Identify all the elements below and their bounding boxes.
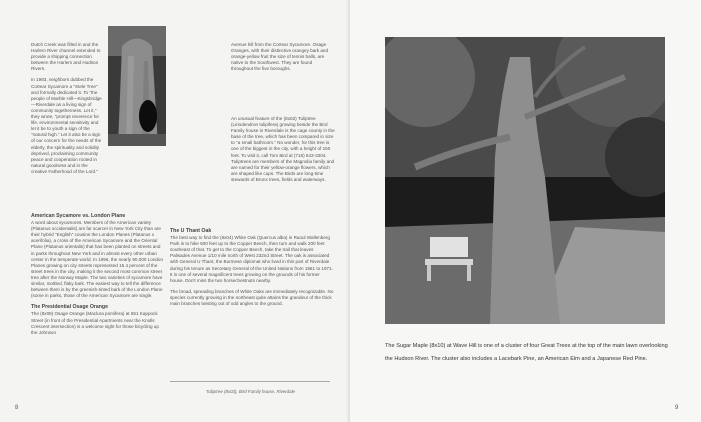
left-column-1 <box>31 42 103 180</box>
tuliptree-caption: Tuliptree (8x03), Bird Family house, Riverdale <box>206 389 295 394</box>
white-oak-paragraph: The broad, spreading branches of White Oaks are immediately recognizable. No species currently growing in the northeast quite attains the grandeur of the thick main branches twisting out of odd angles to the ground. <box>170 288 334 307</box>
page-number-left: 8 <box>15 405 19 411</box>
tuliptree-image <box>108 26 166 146</box>
thant-paragraph: The best way to find the (8x04) White Oak (Quercus alba) in Raoul Wallenberg Park is to hike 500 feet up to the Copper Beech, then turn and walk 200 feet southeast of that. To get to the Copper Beech, take the trail that leaves Palisades Avenue 1/10 mile north of West 232nd Street. The oak is associated with General U Thant, the Burmese diplomat who lived in this part of Riverdale during his tenure as Secretary General of the United Nations from 1961 to 1971. It is one of several magnificent trees growing on the grounds of his former house. Don't miss the two horsechestnuts nearby. <box>170 235 333 283</box>
left-page <box>0 0 350 422</box>
thant-heading: The U Thant Oak <box>170 228 212 234</box>
tuliptree-paragraph-start <box>231 116 335 183</box>
left-column-2-unusual <box>231 116 335 188</box>
page-number-right: 9 <box>675 405 679 411</box>
caption-rule <box>170 381 330 382</box>
dutch-creek-paragraph: Dutch Creek was filled in and the Harlem River channel extended to provide a shipping connection between the Harlem and Hudson Rivers. <box>31 42 101 72</box>
left-column-2-lower <box>170 228 334 312</box>
tuliptree-paragraph: An unusual feature of the (8x03) Tuliptree (Liriodendron tulipifera) growing beside the Bird Family house in Riverdale is the cage county in the base of the tree, which has been compared in size to "a small bathroom." No wonder, for this tree is one of the biggest in the city, with a height of 150 feet. To visit it, call Tom Bird at (718) 543-3304. Tuliptrees are members of the Magnolia family and are named for their yellow-orange flowers, which are shaped like cups. The Birds are long-time stewards of Bronx trees, fields and waterways. <box>231 116 335 182</box>
sugar-maple-image <box>385 37 665 324</box>
sycamore-paragraph: A word about sycamores. Members of the American variety (Platanus occidentalis) are far scarcer in New York City than are their hybrid "English" cousins the London Planes (Platanus x acerifolia), a cross of the American Sycamore and the Oriental Plane (Platanus orientalis) that has been planted on streets and in parks throughout New York and in almost every other urban center in the temperate world. In 1996, the nearly 90,000 London Planes growing on city streets represented 15.4 percent of the street trees in the city, making it the second most common street tree after the Norway Maple. The two varieties of sycamore have similar, mottled, flaky bark. The easiest way to tell the difference between them is by the greenish-tinted bark of the London Plane (some in parks, those of the American Sycamore are single. <box>31 220 164 299</box>
sugar-maple-caption: The Sugar Maple (8x10) at Wave Hill is one of a cluster of four Great Trees at the top of the main lawn overlooking the Hudson River. The cluster also includes a Lacebark Pine, an American Elm and a Japanese Red Pine. <box>385 343 668 362</box>
left-column-1-lower <box>31 213 164 341</box>
osage-continuation: Avenue hill from the Cortear Sycamore. Osage Oranges, with their distinctive orangey bark and orange-yellow fruit the size of tennis balls, are native to the Southwest. They are found throughout the five boroughs. <box>231 42 329 72</box>
tuliptree-photo <box>108 26 166 146</box>
sycamore-heading: American Sycamore vs. London Plane <box>31 213 126 219</box>
para-1983: In 1983, neighbors dubbed the Cortear Sycamore a "Stele Tree" and formally dedicated it. To "the people of Marble Hill—Kingsbridge—Riverdale as a living sign of community togetherness. Let it," they wrote, "prompt reverence for life, environmental sensitivity and let it be to youth a sign of the "natural high." Let it also be a sign of our concern for the needs of the elderly, the spirituality and solidity deprived, proclaiming community peace and cooperation rooted in natural goodness and in the creative Fatherhood of the Lord." <box>31 77 102 174</box>
left-column-2-top <box>231 42 335 77</box>
right-page <box>350 0 701 422</box>
osage-heading: The Presidential Osage Orange <box>31 304 108 311</box>
osage-paragraph: The (8x08) Osage Orange (Maclura pomifera) at 651 Kappock Street (in front of the Presidential Apartments near the Knolls Crescent intersection) is a welcome sight for those bicycling up the Johnson <box>31 311 159 335</box>
sugar-maple-photo <box>385 37 665 324</box>
